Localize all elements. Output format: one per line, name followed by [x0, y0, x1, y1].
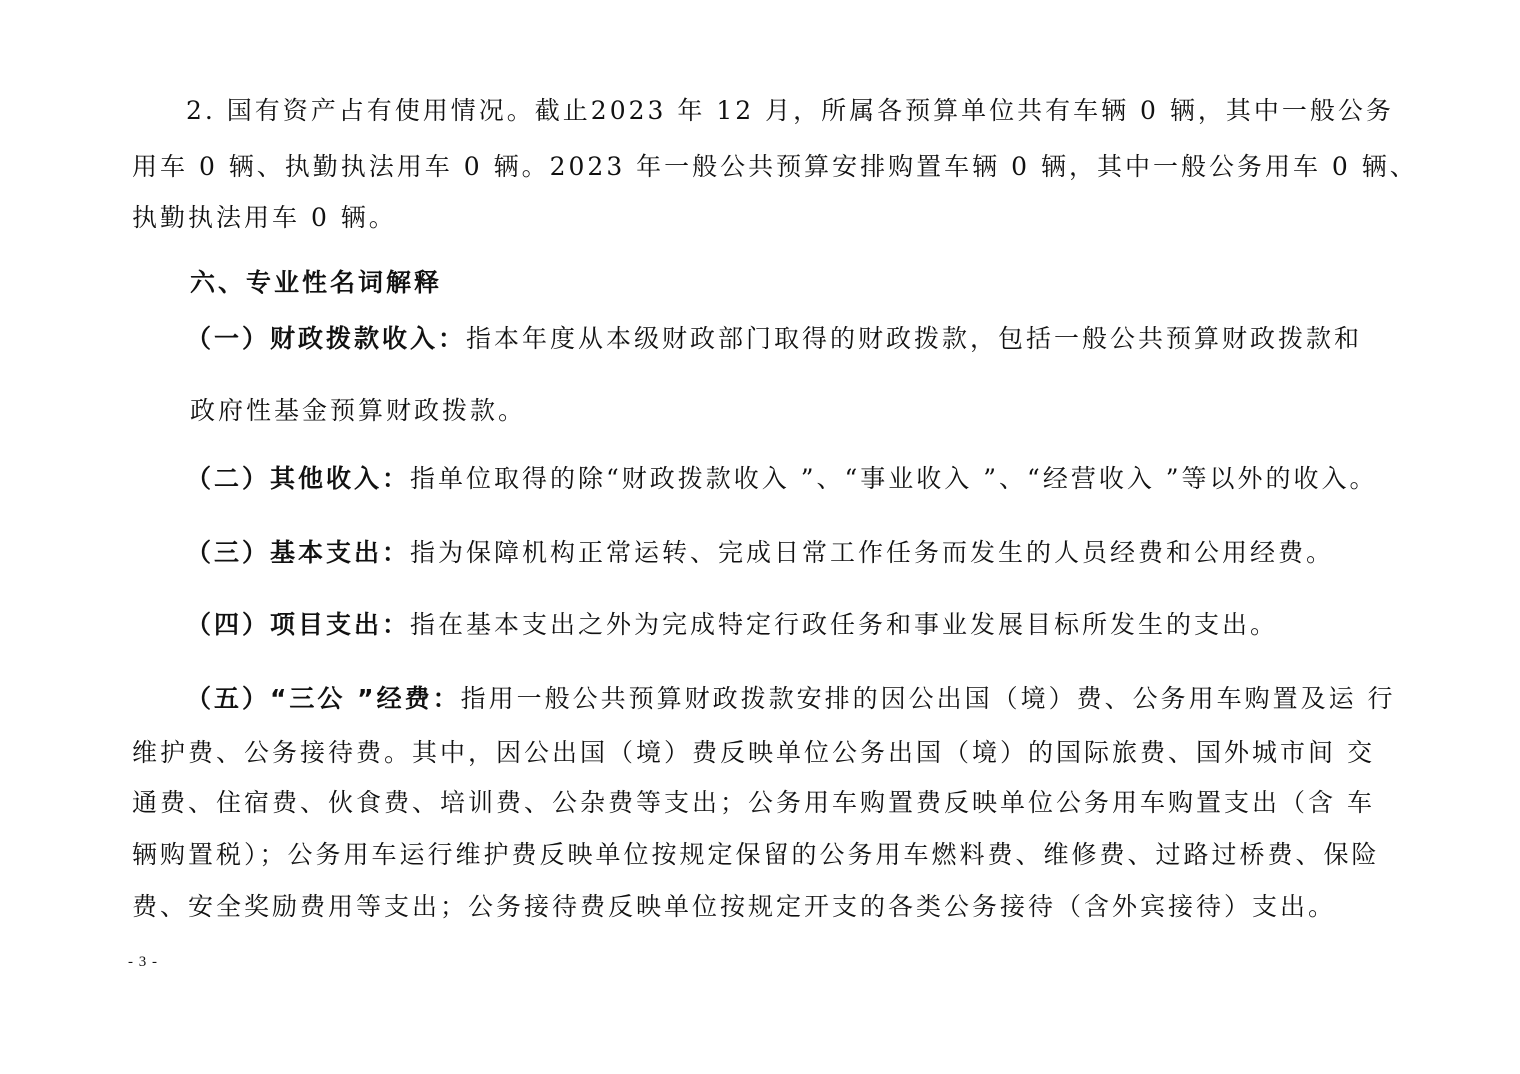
term-3-label: （三）基本支出：: [186, 538, 411, 567]
term-5-line-4: 辆购置税）；公务用车运行维护费反映单位按规定保留的公务用车燃料费、维修费、过路过桥费、保险: [132, 840, 1380, 869]
assets-paragraph-line-3: 执勤执法用车 0 辆。: [132, 203, 397, 232]
term-5-line-1: [186, 684, 1396, 714]
term-1-text: 指本年度从本级财政部门取得的财政拨款，包括一般公共预算财政拨款和: [466, 324, 1363, 353]
term-2-text: 指单位取得的除“财政拨款收入 ”、“事业收入 ”、“经营收入 ”等以外的收入。: [410, 464, 1378, 493]
term-1-label: （一）财政拨款收入：: [186, 324, 467, 353]
term-5-label: （五）“三公 ”经费：: [186, 684, 461, 713]
term-1-line-2: 政府性基金预算财政拨款。: [190, 396, 527, 425]
term-4-label: （四）项目支出：: [186, 610, 411, 639]
section-heading: 六、专业性名词解释: [190, 268, 443, 297]
term-5-line-5: 费、安全奖励费用等支出；公务接待费反映单位按规定开支的各类公务接待（含外宾接待）支出。: [132, 892, 1337, 921]
term-1-line-1: [186, 324, 1362, 354]
term-5-line-3: 通费、住宿费、伙食费、培训费、公杂费等支出；公务用车购置费反映单位公务用车购置支出（含 车: [132, 788, 1375, 817]
term-3-line-1: [186, 538, 1334, 568]
term-4-text: 指在基本支出之外为完成特定行政任务和事业发展目标所发生的支出。: [410, 610, 1279, 639]
page-number: - 3 -: [128, 954, 158, 970]
term-2-label: （二）其他收入：: [186, 464, 411, 493]
term-5-line-2: 维护费、公务接待费。其中，因公出国（境）费反映单位公务出国（境）的国际旅费、国外城市间 交: [132, 738, 1375, 767]
term-2-line-1: [186, 464, 1378, 494]
term-4-line-1: [186, 610, 1278, 640]
term-3-text: 指为保障机构正常运转、完成日常工作任务而发生的人员经费和公用经费。: [410, 538, 1335, 567]
assets-paragraph-line-2: 用车 0 辆、执勤执法用车 0 辆。2023 年一般公共预算安排购置车辆 0 辆，其中一般公务用车 0 辆、: [132, 152, 1418, 181]
term-5-text: 指用一般公共预算财政拨款安排的因公出国（境）费、公务用车购置及运 行: [460, 684, 1396, 713]
assets-paragraph-line-1: 2. 国有资产占有使用情况。截止2023 年 12 月，所属各预算单位共有车辆 0 辆，其中一般公务: [186, 96, 1394, 125]
